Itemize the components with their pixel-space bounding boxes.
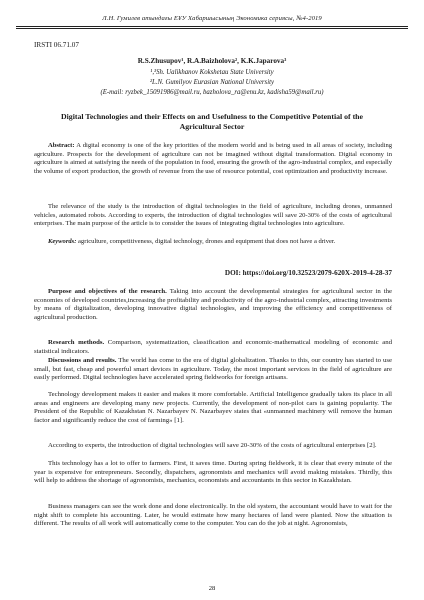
header-rule-top — [16, 26, 408, 27]
methods-text: Comparison, systematization, classification and economic-mathematical modeling of economic and statistical indicators. — [34, 339, 392, 355]
purpose-paragraph — [34, 288, 392, 322]
discussion-paragraph — [34, 357, 392, 383]
keywords-text: agriculture, competitiveness, digital technology, drones and equipment that does not have a driver. — [76, 238, 336, 245]
purpose-label: Purpose and objectives of the research. — [48, 288, 167, 295]
methods-paragraph — [34, 339, 392, 356]
discussion-text: The world has come to the era of digital globalization. Thanks to this, our country has started to use small, but fast, cheap and powerful smart devices in agriculture. Today, the most important services in the field of agriculture are easily performed. Digital technologies have accelerated spring fieldworks for foreign artisans. — [34, 357, 392, 382]
irsti-code: IRSTI 06.71.07 — [34, 41, 79, 49]
abstract-paragraph-2: The relevance of the study is the introduction of digital technologies in the field of agriculture, including drones, unmanned vehicles, automated robots. According to experts, the introduction of digital technologies will save 20-30% of the costs of agricultural enterprises. The main purpose of the article is to consider the issues of integrating digital technologies into agriculture. — [34, 203, 392, 228]
header-rule-bottom — [16, 28, 408, 29]
abstract-paragraph — [34, 142, 392, 176]
affiliation-2: ²L.N. Gumilyov Eurasian National University — [150, 79, 274, 86]
body-paragraph-experts: According to experts, the introduction of digital technologies will save 20-30% of the costs of agricultural enterprises [2]. — [48, 442, 377, 449]
article-title: Digital Technologies and their Effects on and Usefulness to the Competitive Potential of the Agricultural Sector — [61, 112, 363, 131]
methods-label: Research methods. — [48, 339, 105, 346]
discussion-label: Discussions and results. — [48, 357, 117, 364]
purpose-text: Taking into account the developmental strategies for agricultural sector in the economies of developed countries,increasing the profitability and productivity of the agro-industrial complex, attracting investments by means of digitalization, developing innovative digital technologies, and improving the efficiency and competitiveness of agricultural production. — [34, 288, 392, 321]
doi-link[interactable]: DOI: https://doi.org/10.32523/2079-620X-2019-4-28-37 — [224, 269, 392, 277]
body-paragraph-technology: Technology development makes it easier and makes it more comfortable. Artificial Intelligence gradually takes its place in all areas and engineers are developing many new projects. Currently, the development of non-pilot cars is gaining popularity. The President of the Republic of Kazakhstan N. Nazarbayev N. Nazarbayev states that «unmanned machinery will remove the human factor and significantly reduce the cost of farming» [1]. — [34, 391, 392, 424]
page-number: 28 — [208, 585, 216, 592]
body-paragraph-managers: Business managers can see the work done and done electronically. In the old system, the accountant would have to wait for the night shift to complete his accounting. Later, he would estimate how many hectares of land were planted. Now the situation is different. The results of all work will automatically come to the computer. You can do the job at night. Agronomists, — [34, 503, 392, 528]
keywords-paragraph — [34, 238, 392, 247]
body-paragraph-farmers: This technology has a lot to offer to farmers. First, it saves time. During spring fieldwork, it is clear that every minute of the year is expensive for entrepreneurs. Secondly, dispatchers, agronomists and mechanics will avoid making mistakes. Thirdly, this will help to address the shortage of agronomists, mechanics, economists and accountants in this sector in Kazakhstan. — [34, 460, 392, 485]
author-emails: (E-mail: ryzbek_15091986@mail.ru, bazholova_ra@enu.kz, kadisha59@mail.ru) — [100, 89, 324, 96]
author-list: R.S.Zhusupov¹, R.A.Baizholova², K.K.Japarova³ — [137, 57, 287, 65]
abstract-label: Abstract: — [48, 142, 75, 149]
keywords-label: Keywords: — [48, 238, 77, 245]
abstract-text: A digital economy is one of the key priorities of the modern world and is being used in all areas of society, including agriculture. Prospects for the development of agriculture can not be imagined without digital transformation. Digital economy in agriculture is aimed at satisfying the needs of the population in food, ensuring the growth of the agro-industrial complex, and especially the volume of export production, the growth of revenue from the use of resource potential, cost optimization and productivity increase. — [34, 142, 392, 175]
affiliation-1: ¹,³Sh. Ualikhanov Kokshetau State University — [150, 69, 274, 76]
running-header: Л.Н. Гумилев атындағы ЕҰУ Хабаршысының Экономика сериясы, №4-2019 — [102, 15, 322, 22]
